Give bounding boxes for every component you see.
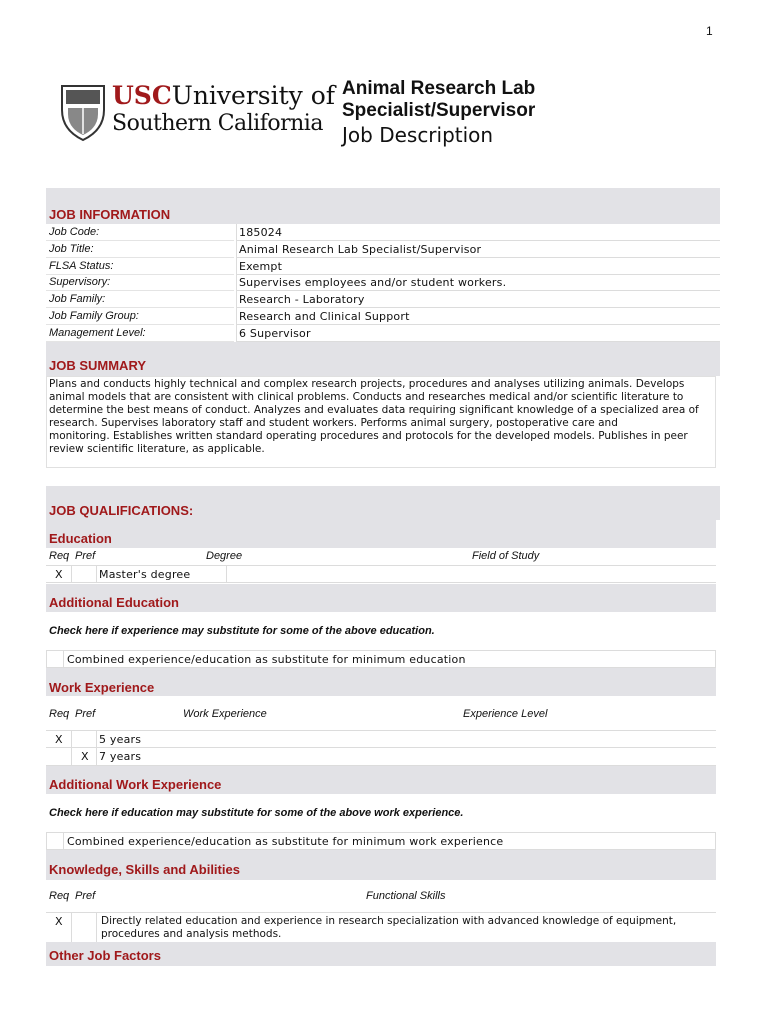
work-col-experience: Work Experience	[183, 708, 267, 720]
ksa-heading: Knowledge, Skills and Abilities	[49, 862, 240, 877]
ksa-req: X	[55, 915, 63, 928]
job-info-row	[46, 258, 720, 275]
work-col-pref: Pref	[75, 708, 96, 720]
work-experience-value: 5 years	[99, 733, 142, 746]
job-info-row	[46, 291, 720, 308]
job-info-row	[46, 241, 720, 258]
work-req: X	[55, 733, 63, 746]
job-info-label: Job Family Group:	[49, 310, 139, 322]
job-info-value: Supervises employees and/or student workers.	[239, 276, 507, 290]
job-summary-line: monitoring. Establishes written standard operating procedures and protocols for the developed models. Publishes in peer	[49, 430, 688, 442]
work-col-req: Req	[49, 708, 70, 720]
education-col-pref: Pref	[75, 550, 96, 562]
job-info-label: FLSA Status:	[49, 259, 114, 272]
page-number: 1	[706, 24, 713, 38]
ksa-col-req: Req	[49, 890, 70, 902]
job-information-table	[46, 224, 720, 342]
job-qualifications-heading: JOB QUALIFICATIONS:	[49, 503, 194, 518]
additional-education-heading: Additional Education	[49, 595, 179, 610]
work-experience-heading: Work Experience	[49, 680, 155, 695]
additional-education-row	[46, 650, 716, 668]
additional-education-note: Check here if experience may substitute for some of the above education.	[49, 625, 435, 637]
education-band	[46, 520, 716, 548]
education-req: X	[55, 568, 63, 581]
job-info-value: Research and Clinical Support	[239, 310, 410, 323]
ksa-col-pref: Pref	[75, 890, 96, 902]
education-table	[46, 548, 716, 582]
additional-work-note: Check here if education may substitute for some of the above work experience.	[49, 807, 464, 819]
job-summary-line: review scientific literature, as applicable.	[49, 443, 265, 455]
logo-southern-california: Southern California	[112, 111, 323, 136]
additional-education-item: Combined experience/education as substitute for minimum education	[67, 653, 466, 666]
job-info-row	[46, 224, 720, 241]
education-degree: Master's degree	[99, 568, 191, 581]
work-experience-table	[46, 696, 716, 766]
job-info-value: Animal Research Lab Specialist/Supervisor	[239, 242, 482, 256]
other-factors-heading: Other Job Factors	[49, 948, 161, 963]
ksa-table	[46, 880, 716, 942]
work-pref: X	[81, 750, 89, 763]
ksa-skill-text	[101, 915, 676, 941]
logo-university-of: University of	[171, 81, 336, 110]
ksa-col-skills: Functional Skills	[366, 890, 446, 902]
education-col-req: Req	[49, 550, 70, 562]
job-info-label: Job Title:	[49, 242, 94, 255]
usc-seal-icon	[58, 80, 108, 142]
job-info-row	[46, 308, 720, 325]
title-line-2: Specialist/Supervisor	[342, 100, 536, 121]
ksa-skill-line-2: procedures and analysis methods.	[101, 928, 282, 940]
work-experience-row	[46, 747, 716, 766]
additional-work-row	[46, 832, 716, 850]
job-info-row	[46, 325, 720, 342]
job-info-value: 6 Supervisor	[239, 326, 311, 340]
job-information-heading: JOB INFORMATION	[49, 207, 171, 222]
education-col-field: Field of Study	[472, 550, 540, 562]
education-col-degree: Degree	[206, 550, 243, 562]
logo-usc: USC	[112, 81, 172, 110]
work-experience-row	[46, 730, 716, 748]
job-info-label: Job Family:	[49, 293, 106, 306]
job-summary-line: animal models that are consistent with clinical problems. Conducts and researches medical and/or scientific literature to	[49, 391, 684, 403]
job-info-label: Supervisory:	[49, 276, 111, 289]
job-info-label: Job Code:	[49, 226, 100, 238]
title-line-3: Job Description	[342, 123, 494, 147]
job-info-label: Management Level:	[49, 326, 146, 339]
ksa-row	[46, 912, 716, 944]
job-summary-line: Plans and conducts highly technical and complex research projects, procedures and analyses utilizing animals. Develops	[49, 378, 685, 390]
education-row	[46, 565, 716, 583]
job-summary-line: research. Supervises laboratory staff and student workers. Performs animal surgery, postoperative care and	[49, 417, 618, 429]
job-summary-box	[46, 376, 716, 468]
job-info-value: Exempt	[239, 259, 283, 273]
job-summary-line: determine the best means of conduct. Analyzes and evaluates data requiring significant knowledge of a specialized area of	[49, 404, 699, 416]
job-summary-heading: JOB SUMMARY	[49, 358, 147, 373]
additional-work-heading: Additional Work Experience	[49, 777, 222, 792]
ksa-skill-line-1: Directly related education and experience in research specialization with advanced knowledge of equipment,	[101, 915, 677, 927]
job-summary-band	[46, 342, 720, 376]
usc-logo	[58, 80, 336, 142]
additional-work-item: Combined experience/education as substitute for minimum work experience	[67, 835, 504, 848]
work-experience-value: 7 years	[99, 750, 142, 763]
job-info-value: 185024	[239, 226, 283, 239]
work-col-level: Experience Level	[463, 708, 548, 720]
job-info-row	[46, 274, 720, 291]
education-heading: Education	[49, 531, 112, 546]
job-info-value: Research - Laboratory	[239, 293, 365, 307]
title-line-1: Animal Research Lab	[342, 78, 536, 99]
